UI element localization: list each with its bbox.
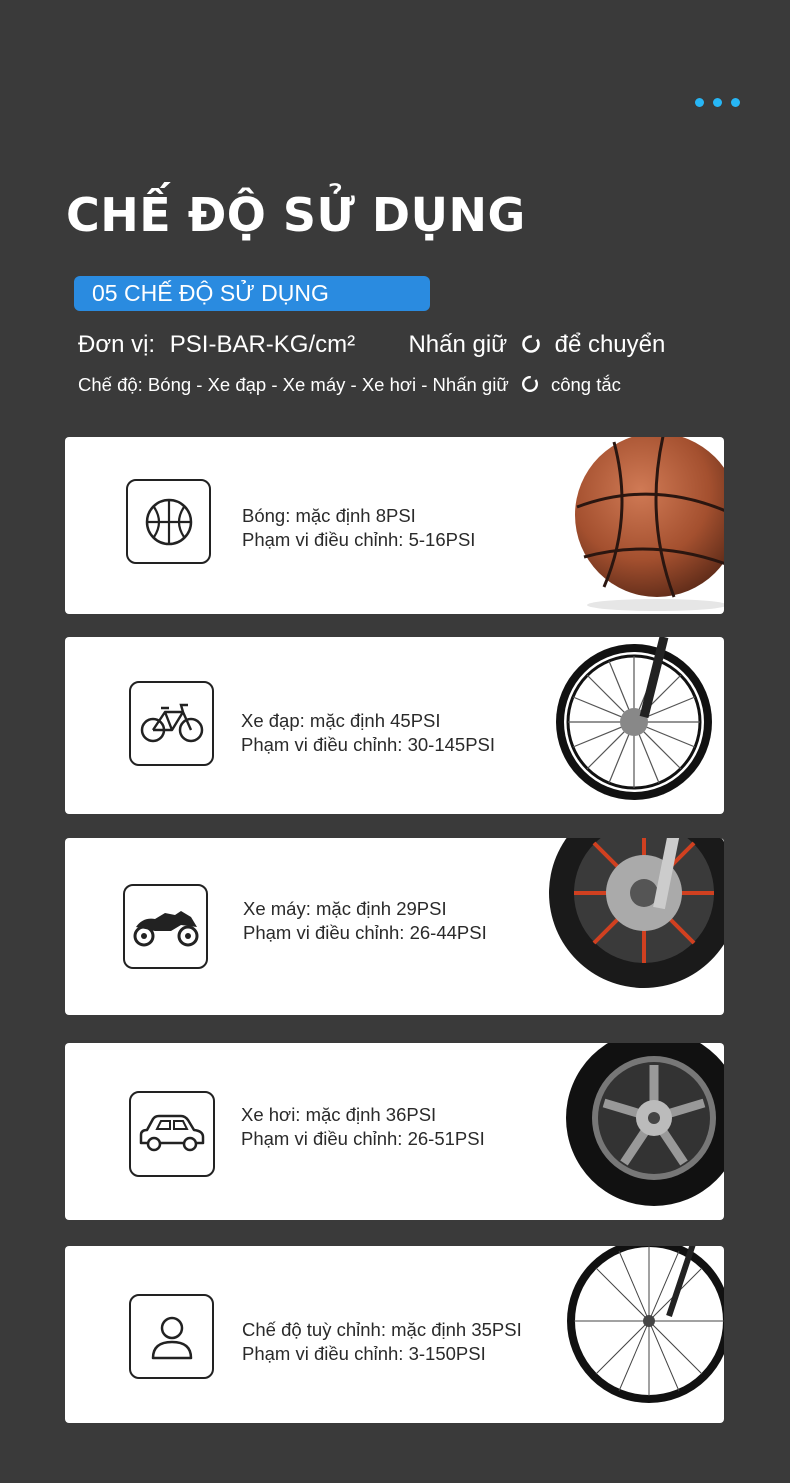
page-title: CHẾ ĐỘ SỬ DỤNG (66, 188, 526, 242)
power-cycle-icon (520, 333, 542, 355)
mode-info (241, 1103, 485, 1151)
modes-count-badge: 05 CHẾ ĐỘ SỬ DỤNG (74, 276, 430, 311)
mode-info (242, 504, 475, 552)
mode-list-text: Chế độ: Bóng - Xe đạp - Xe máy - Xe hơi - Nhấn giữ (78, 374, 509, 395)
basketball-photo (544, 437, 724, 614)
more-dots-icon (695, 98, 740, 107)
mode-card-bicycle (65, 637, 724, 814)
mode-default: Bóng: mặc định 8PSI (242, 505, 416, 526)
mode-range: Phạm vi điều chỉnh: 3-150PSI (242, 1343, 486, 1364)
bicycle-icon (129, 681, 214, 766)
mode-card-car (65, 1043, 724, 1220)
mode-info (242, 1318, 522, 1366)
power-cycle-icon (520, 374, 540, 394)
switch-label: để chuyển (554, 331, 666, 358)
mode-default: Xe đạp: mặc định 45PSI (241, 710, 441, 731)
car-icon (129, 1091, 215, 1177)
hold-label: Nhấn giữ (408, 331, 508, 358)
mode-default: Chế độ tuỳ chỉnh: mặc định 35PSI (242, 1319, 522, 1340)
unit-line (78, 331, 750, 359)
mode-default: Xe máy: mặc định 29PSI (243, 898, 447, 919)
mode-card-motorcycle (65, 838, 724, 1015)
basketball-icon (126, 479, 211, 564)
motorcycle-wheel-photo (544, 838, 724, 1015)
mode-card-ball (65, 437, 724, 614)
mode-card-custom (65, 1246, 724, 1423)
user-icon (129, 1294, 214, 1379)
unit-label: Đơn vị: (78, 331, 156, 358)
mode-info (243, 897, 487, 945)
mode-range: Phạm vi điều chỉnh: 26-51PSI (241, 1128, 485, 1149)
mode-range: Phạm vi điều chỉnh: 5-16PSI (242, 529, 476, 550)
unit-value: PSI-BAR-KG/cm² (169, 331, 356, 358)
mode-line (78, 374, 621, 396)
car-wheel-photo (544, 1043, 724, 1220)
mode-range: Phạm vi điều chỉnh: 30-145PSI (241, 734, 496, 755)
mode-default: Xe hơi: mặc định 36PSI (241, 1104, 437, 1125)
bicycle-wheel-photo (544, 1246, 724, 1423)
bicycle-wheel-photo (544, 637, 724, 814)
mode-info (241, 709, 495, 757)
mode-range: Phạm vi điều chỉnh: 26-44PSI (243, 922, 487, 943)
switch-suffix: công tắc (550, 374, 621, 395)
motorcycle-icon (123, 884, 208, 969)
